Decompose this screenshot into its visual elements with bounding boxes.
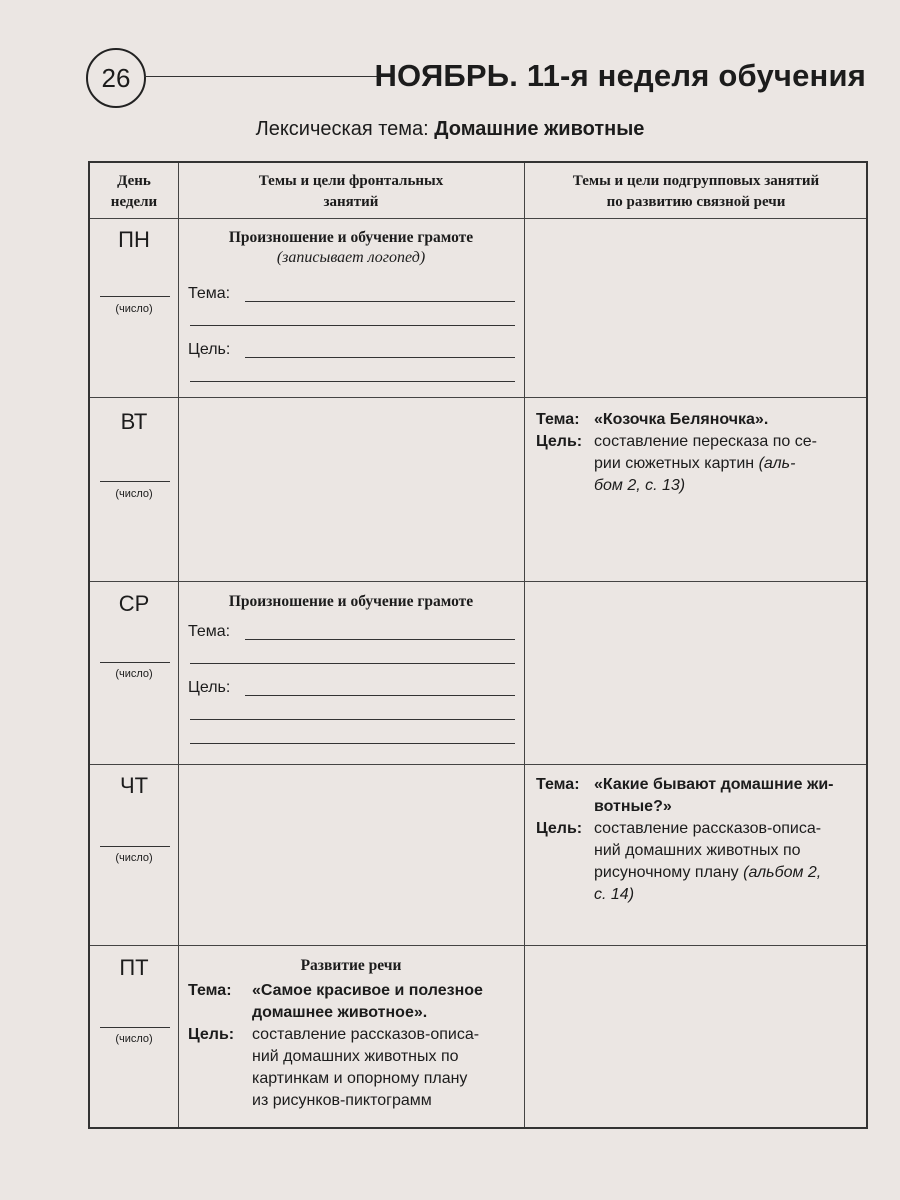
thu-tema-label: Тема:: [536, 776, 580, 793]
lexical-theme-label: Лексическая тема:: [255, 118, 429, 140]
tue-cel-label: Цель:: [536, 433, 583, 450]
row-divider-3: [90, 764, 866, 765]
header-rule: [144, 76, 378, 77]
row-divider-1: [90, 397, 866, 398]
date-line-mon: [100, 296, 170, 297]
fri-tema-label: Тема:: [188, 982, 232, 999]
mon-frontal-title: Произношение и обучение грамоте: [228, 229, 474, 246]
wed-cel-line-2: [190, 719, 515, 720]
date-label-mon: (число): [115, 303, 153, 315]
date-line-wed: [100, 662, 170, 663]
day-fri: ПТ: [119, 955, 149, 980]
mon-tema-line-1: [245, 301, 515, 302]
wed-frontal-title: Произношение и обучение грамоте: [228, 593, 474, 610]
date-label-tue: (число): [115, 488, 153, 500]
date-line-fri: [100, 1027, 170, 1028]
header-day: День недели: [110, 173, 158, 210]
mon-tema-label: Тема:: [188, 285, 231, 302]
tue-cel-line-3: бом 2, с. 13): [594, 477, 686, 494]
fri-cel-line-4: из рисунков-пиктограмм: [252, 1092, 432, 1109]
header-frontal: Темы и цели фронтальных занятий: [258, 173, 444, 210]
mon-tema-line-2: [190, 325, 515, 326]
wed-tema-line-2: [190, 663, 515, 664]
mon-frontal-note: (записывает логопед): [276, 249, 426, 266]
thu-tema-line-2: вотные?»: [594, 798, 672, 815]
wed-cel-line-3: [190, 743, 515, 744]
fri-frontal-title: Развитие речи: [300, 957, 402, 974]
date-label-fri: (число): [115, 1033, 153, 1045]
fri-cel-label: Цель:: [188, 1026, 235, 1043]
fri-tema-line-1: «Самое красивое и полезное: [252, 982, 483, 999]
thu-cel-line-1: составление рассказов-описа-: [594, 820, 822, 837]
day-thu: ЧТ: [119, 773, 149, 798]
thu-cel-label: Цель:: [536, 820, 583, 837]
day-tue: ВТ: [120, 409, 148, 434]
tue-cel-line-2: рии сюжетных картин (аль-: [594, 455, 796, 472]
tue-tema-value: «Козочка Беляночка».: [594, 411, 769, 428]
column-divider-2: [524, 163, 525, 1127]
row-divider-4: [90, 945, 866, 946]
mon-cel-label: Цель:: [188, 341, 231, 358]
column-divider-1: [178, 163, 179, 1127]
fri-cel-line-3: картинкам и опорному плану: [252, 1070, 468, 1087]
day-wed: СР: [118, 591, 150, 616]
wed-tema-line-1: [245, 639, 515, 640]
wed-tema-label: Тема:: [188, 623, 231, 640]
fri-frontal-entry: [188, 980, 518, 1120]
header-subgroup: Темы и цели подгрупповых занятий по развитию связной речи: [572, 173, 820, 210]
header-divider: [90, 218, 866, 219]
fri-tema-line-2: домашнее животное».: [252, 1004, 428, 1021]
row-divider-2: [90, 581, 866, 582]
wed-cel-label: Цель:: [188, 679, 231, 696]
date-line-thu: [100, 846, 170, 847]
date-label-wed: (число): [115, 668, 153, 680]
tue-subgroup-entry: [536, 409, 866, 499]
wed-cel-line-1: [245, 695, 515, 696]
date-label-thu: (число): [115, 852, 153, 864]
fri-cel-line-2: ний домашних животных по: [252, 1048, 459, 1065]
fri-cel-line-1: составление рассказов-описа-: [252, 1026, 480, 1043]
page-number: 26: [86, 48, 146, 108]
mon-cel-line-1: [245, 357, 515, 358]
date-line-tue: [100, 481, 170, 482]
schedule-table: [88, 161, 868, 1129]
thu-cel-line-2: ний домашних животных по: [594, 842, 801, 859]
lexical-theme: [0, 118, 900, 141]
thu-cel-line-4: с. 14): [594, 886, 635, 903]
day-mon: ПН: [118, 227, 150, 252]
thu-tema-line-1: «Какие бывают домашние жи-: [594, 776, 834, 793]
thu-cel-line-3: рисуночному плану (альбом 2,: [594, 864, 822, 881]
chapter-title: НОЯБРЬ. 11-я неделя обучения: [374, 58, 866, 93]
mon-cel-line-2: [190, 381, 515, 382]
thu-subgroup-entry: [536, 774, 866, 914]
lexical-theme-value: Домашние животные: [434, 118, 645, 140]
tue-tema-label: Тема:: [536, 411, 580, 428]
tue-cel-line-1: составление пересказа по се-: [594, 433, 817, 450]
